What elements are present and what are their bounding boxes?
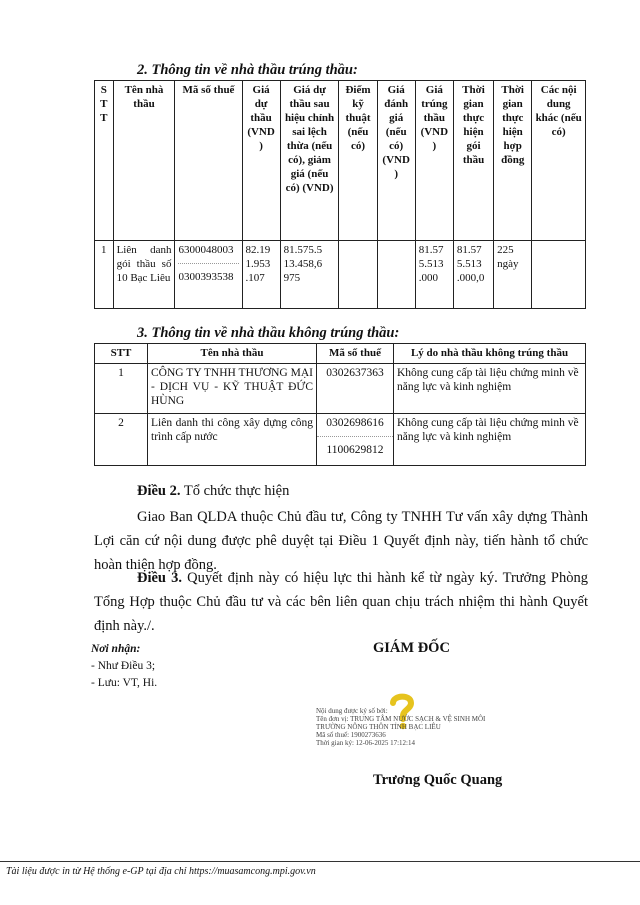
recipients-block <box>91 641 157 692</box>
header-win-price: Giá trúng thầu (VND ) <box>415 81 453 241</box>
losing-bidder-table <box>94 343 586 466</box>
header-adjusted-price: Giá dự thầu sau hiệu chỉnh sai lệch thừa (nếu có), giảm giá (nếu có) (VND) <box>280 81 339 241</box>
footer-note: Tài liệu được in từ Hệ thống e-GP tại địa chỉ https://muasamcong.mpi.gov.vn <box>6 866 316 877</box>
cell-name: Liên danh gói thầu số 10 Bạc Liêu <box>113 241 175 309</box>
cell-tax <box>317 414 394 466</box>
cell-tax: 0302637363 <box>317 364 394 414</box>
table-header-row <box>95 344 586 364</box>
cell-other <box>532 241 586 309</box>
cell-stt: 1 <box>95 241 114 309</box>
cell-contract-time: 225 ngày <box>494 241 532 309</box>
header-stt: STT <box>95 344 148 364</box>
tax-code-2: 1100629812 <box>326 444 384 456</box>
table-header-row <box>95 81 586 241</box>
header-package-time: Thời gian thực hiện gói thầu <box>453 81 493 241</box>
cell-reason: Không cung cấp tài liệu chứng minh về năng lực và kinh nghiệm <box>394 414 586 466</box>
cell-reason: Không cung cấp tài liệu chứng minh về năng lực và kinh nghiệm <box>394 364 586 414</box>
digital-signature <box>316 692 526 752</box>
article-2-title: Tổ chức thực hiện <box>180 483 290 499</box>
cell-bid-price: 82.19 1.953 .107 <box>242 241 280 309</box>
article-2-heading <box>137 479 289 503</box>
cell-adjusted-price: 81.575.5 13.458,6 975 <box>280 241 339 309</box>
cell-win-price: 81.57 5.513 .000 <box>415 241 453 309</box>
header-name: Tên nhà thầu <box>148 344 317 364</box>
stamp-line: Tên đơn vị: TRUNG TÂM NƯỚC SẠCH & VỆ SINH MÔI <box>316 715 486 723</box>
recipient-item: - Như Điều 3; <box>91 660 156 672</box>
header-bid-price: Giá dự thầu (VND ) <box>242 81 280 241</box>
cell-stt: 1 <box>95 364 148 414</box>
article-3-body <box>94 566 588 638</box>
header-name: Tên nhà thầu <box>113 81 175 241</box>
section-3-title: 3. Thông tin về nhà thầu không trúng thầu: <box>137 325 400 341</box>
section-2-title: 2. Thông tin về nhà thầu trúng thầu: <box>137 62 358 78</box>
cell-name: Liên danh thi công xây dựng công trình cấp nước <box>148 414 317 466</box>
header-reason: Lý do nhà thầu không trúng thầu <box>394 344 586 364</box>
recipients-title: Nơi nhận: <box>91 643 141 655</box>
header-other: Các nội dung khác (nếu có) <box>532 81 586 241</box>
cell-eval-price <box>377 241 415 309</box>
cell-package-time: 81.57 5.513 .000,0 <box>453 241 493 309</box>
header-tax: Mã số thuế <box>175 81 242 241</box>
cell-tech-score <box>339 241 377 309</box>
signer-position: GIÁM ĐỐC <box>373 640 450 656</box>
stamp-line: Nội dung được ký số bởi: <box>316 707 388 715</box>
table-row <box>95 364 586 414</box>
article-2-body: Giao Ban QLDA thuộc Chủ đầu tư, Công ty TNHH Tư vấn xây dựng Thành Lợi căn cứ nội dung được phê duyệt tại Điều 1 Quyết định này, tiến hành tổ chức hoàn thiện hợp đồng. <box>94 509 588 573</box>
header-stt: S T T <box>95 81 114 241</box>
signer-name: Trương Quốc Quang <box>373 772 503 788</box>
header-tax: Mã số thuế <box>317 344 394 364</box>
header-eval-price: Giá đánh giá (nếu có) (VND ) <box>377 81 415 241</box>
signature-stamp-text <box>316 707 485 747</box>
tax-code-2: 0300393538 <box>178 271 234 283</box>
cell-name: CÔNG TY TNHH THƯƠNG MẠI - DỊCH VỤ - KỸ THUẬT ĐỨC HÙNG <box>148 364 317 414</box>
article-3-label: Điều 3. <box>137 570 182 586</box>
table-row <box>95 241 586 309</box>
cell-tax <box>175 241 242 309</box>
footer-divider <box>0 861 640 862</box>
table-row <box>95 414 586 466</box>
stamp-line: Thời gian ký: 12-06-2025 17:12:14 <box>316 739 415 747</box>
article-3-text: Quyết định này có hiệu lực thi hành kể từ ngày ký. Trưởng Phòng Tổng Hợp thuộc Chủ đầu tư và các bên liên quan chịu trách nhiệm thi hành Quyết định này./. <box>94 570 588 634</box>
article-2-label: Điều 2. <box>137 483 181 499</box>
header-tech-score: Điểm kỹ thuật (nếu có) <box>339 81 377 241</box>
recipient-item: - Lưu: VT, Hi. <box>91 677 158 689</box>
cell-stt: 2 <box>95 414 148 466</box>
tax-code-1: 6300048003 <box>178 243 238 264</box>
winning-bidder-table <box>94 80 586 309</box>
stamp-line: Mã số thuế: 1900273636 <box>316 731 386 739</box>
stamp-line: TRƯỜNG NÔNG THÔN TỈNH BẠC LIÊU <box>316 723 441 731</box>
header-contract-time: Thời gian thực hiện hợp đồng <box>494 81 532 241</box>
tax-code-1: 0302698616 <box>317 416 393 437</box>
